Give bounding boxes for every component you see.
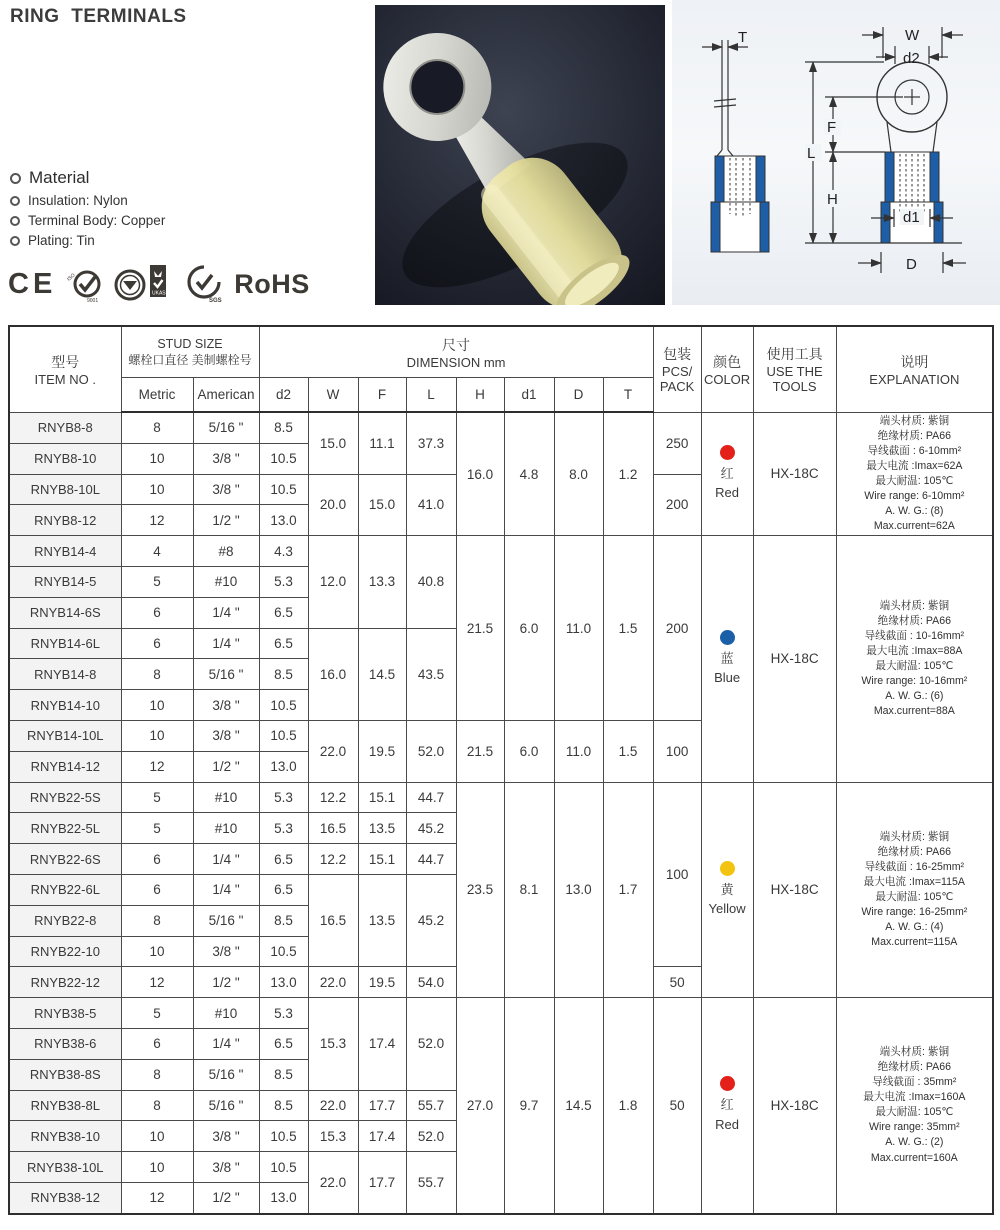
dim-f-cell: 17.7 <box>358 1152 406 1214</box>
stud-metric-cell: 10 <box>121 474 193 505</box>
stud-american-cell: #10 <box>193 782 259 813</box>
dim-d2-cell: 8.5 <box>259 905 308 936</box>
header-d2: d2 <box>259 378 308 413</box>
stud-american-cell: 1/2 " <box>193 967 259 998</box>
header-pack: 包装 PCS/ PACK <box>653 326 701 412</box>
item-no-cell: RNYB38-12 <box>9 1182 121 1213</box>
dimension-diagram-art <box>672 0 1000 305</box>
dim-l-cell: 54.0 <box>406 967 456 998</box>
dim-w-cell: 15.3 <box>308 998 358 1090</box>
stud-american-cell: 1/4 " <box>193 597 259 628</box>
dim-d2-cell: 5.3 <box>259 782 308 813</box>
table-row <box>9 412 993 443</box>
dim-d1-cell: 6.0 <box>504 720 554 782</box>
ce-mark-icon: CE <box>8 267 57 300</box>
stud-metric-cell: 12 <box>121 1182 193 1213</box>
dim-d2-cell: 4.3 <box>259 536 308 567</box>
stud-american-cell: 1/4 " <box>193 1028 259 1059</box>
stud-metric-cell: 5 <box>121 813 193 844</box>
dim-d2-cell: 8.5 <box>259 659 308 690</box>
dim-d2-cell: 13.0 <box>259 505 308 536</box>
dim-d2-cell: 6.5 <box>259 844 308 875</box>
stud-metric-cell: 10 <box>121 936 193 967</box>
header-american: American <box>193 378 259 413</box>
stud-american-cell: 5/16 " <box>193 659 259 690</box>
dim-d2-cell: 10.5 <box>259 443 308 474</box>
header-color: 颜色 COLOR <box>701 326 753 412</box>
dim-f-cell: 17.7 <box>358 1090 406 1121</box>
dim-d-cell: 11.0 <box>554 720 603 782</box>
sgs-badge-icon <box>183 263 225 305</box>
svg-text:SGS: SGS <box>209 298 222 304</box>
pack-qty-cell: 100 <box>653 782 701 967</box>
stud-american-cell: 3/8 " <box>193 1121 259 1152</box>
item-no-cell: RNYB22-6S <box>9 844 121 875</box>
dim-w-cell: 12.2 <box>308 844 358 875</box>
dim-l-cell: 43.5 <box>406 628 456 720</box>
dim-d2-cell: 6.5 <box>259 628 308 659</box>
item-no-cell: RNYB22-8 <box>9 905 121 936</box>
item-no-cell: RNYB38-5 <box>9 998 121 1029</box>
explanation-cell: 端头材质: 紫铜 绝缘材质: PA66 导线截面 : 35mm² 最大电流 :Imax=160A 最大耐温: 105℃ Wire range: 35mm² A. W. G.: (2) Max.current=160A <box>836 998 993 1214</box>
header-metric: Metric <box>121 378 193 413</box>
item-no-cell: RNYB22-12 <box>9 967 121 998</box>
dim-w-cell: 16.5 <box>308 874 358 966</box>
dim-d2-cell: 10.5 <box>259 1121 308 1152</box>
dim-d-cell: 13.0 <box>554 782 603 998</box>
dim-h-cell: 21.5 <box>456 536 504 721</box>
dim-d-cell: 11.0 <box>554 536 603 721</box>
explanation-cell: 端头材质: 紫铜 绝缘材质: PA66 导线截面 : 16-25mm² 最大电流 :Imax=115A 最大耐温: 105℃ Wire range: 16-25mm² A. W. G.: (4) Max.current=115A <box>836 782 993 998</box>
item-no-cell: RNYB8-12 <box>9 505 121 536</box>
dim-l-cell: 55.7 <box>406 1090 456 1121</box>
header-l: L <box>406 378 456 413</box>
material-item-line <box>10 213 165 228</box>
stud-american-cell: 1/2 " <box>193 751 259 782</box>
stud-american-cell: 5/16 " <box>193 905 259 936</box>
dim-d1-cell: 9.7 <box>504 998 554 1214</box>
tool-cell: HX-18C <box>753 782 836 998</box>
stud-metric-cell: 6 <box>121 1028 193 1059</box>
dim-d2-cell: 5.3 <box>259 566 308 597</box>
header-f: F <box>358 378 406 413</box>
material-item-line <box>10 233 165 248</box>
header-tools: 使用工具 USE THE TOOLS <box>753 326 836 412</box>
pack-qty-cell: 200 <box>653 536 701 721</box>
dim-d2-cell: 10.5 <box>259 1152 308 1183</box>
dim-d-cell: 8.0 <box>554 412 603 536</box>
dim-label-f: F <box>827 119 837 136</box>
item-no-cell: RNYB14-10 <box>9 690 121 721</box>
stud-american-cell: 1/4 " <box>193 844 259 875</box>
color-dot-icon <box>720 861 735 876</box>
dim-f-cell: 13.5 <box>358 874 406 966</box>
dim-f-cell: 19.5 <box>358 720 406 782</box>
pack-qty-cell: 50 <box>653 967 701 998</box>
dim-d2-cell: 13.0 <box>259 1182 308 1213</box>
tool-cell: HX-18C <box>753 998 836 1214</box>
stud-metric-cell: 8 <box>121 1059 193 1090</box>
stud-american-cell: #10 <box>193 566 259 597</box>
material-item: Terminal Body: Copper <box>28 213 166 228</box>
dim-w-cell: 22.0 <box>308 967 358 998</box>
header-item-no: 型号 ITEM NO . <box>9 326 121 412</box>
header-w: W <box>308 378 358 413</box>
item-no-cell: RNYB8-8 <box>9 412 121 443</box>
tool-cell: HX-18C <box>753 536 836 782</box>
color-cell: 红 Red <box>701 412 753 536</box>
item-no-cell: RNYB14-8 <box>9 659 121 690</box>
spec-table-section <box>8 325 992 1215</box>
dim-label-w: W <box>905 27 920 44</box>
explanation-cell: 端头材质: 紫铜 绝缘材质: PA66 导线截面 : 6-10mm² 最大电流 :Imax=62A 最大耐温: 105℃ Wire range: 6-10mm² A. W. G.: (8) Max.current=62A <box>836 412 993 536</box>
header-h: H <box>456 378 504 413</box>
dim-d2-cell: 13.0 <box>259 751 308 782</box>
item-no-cell: RNYB22-5S <box>9 782 121 813</box>
dim-d1-cell: 6.0 <box>504 536 554 721</box>
item-no-cell: RNYB22-10 <box>9 936 121 967</box>
stud-american-cell: 3/8 " <box>193 936 259 967</box>
header-dimension: 尺寸 DIMENSION mm <box>259 326 653 378</box>
dim-w-cell: 20.0 <box>308 474 358 536</box>
stud-metric-cell: 8 <box>121 659 193 690</box>
dim-w-cell: 22.0 <box>308 1152 358 1214</box>
dim-t-cell: 1.5 <box>603 536 653 721</box>
dim-f-cell: 15.0 <box>358 474 406 536</box>
table-row <box>9 998 993 1029</box>
item-no-cell: RNYB38-10L <box>9 1152 121 1183</box>
dim-t-cell: 1.2 <box>603 412 653 536</box>
color-cell: 红 Red <box>701 998 753 1214</box>
dim-h-cell: 23.5 <box>456 782 504 998</box>
dim-l-cell: 52.0 <box>406 1121 456 1152</box>
dim-d2-cell: 8.5 <box>259 1059 308 1090</box>
svg-text:UKAS: UKAS <box>152 290 166 297</box>
item-no-cell: RNYB38-10 <box>9 1121 121 1152</box>
dim-label-h: H <box>827 191 838 208</box>
dim-w-cell: 12.0 <box>308 536 358 628</box>
dim-w-cell: 16.5 <box>308 813 358 844</box>
item-no-cell: RNYB8-10L <box>9 474 121 505</box>
item-no-cell: RNYB38-8L <box>9 1090 121 1121</box>
color-dot-icon <box>720 630 735 645</box>
product-photo <box>375 5 665 305</box>
dim-h-cell: 16.0 <box>456 412 504 536</box>
stud-american-cell: 5/16 " <box>193 412 259 443</box>
item-no-cell: RNYB8-10 <box>9 443 121 474</box>
dim-d2-cell: 5.3 <box>259 813 308 844</box>
dim-label-d: D <box>906 256 917 273</box>
registered-badge-ukas-icon <box>114 263 174 305</box>
material-section <box>10 168 165 253</box>
stud-metric-cell: 8 <box>121 1090 193 1121</box>
pack-qty-cell: 250 <box>653 412 701 474</box>
bullet-icon <box>10 173 21 184</box>
dim-f-cell: 17.4 <box>358 1121 406 1152</box>
stud-american-cell: 1/2 " <box>193 505 259 536</box>
stud-american-cell: 1/2 " <box>193 1182 259 1213</box>
stud-metric-cell: 10 <box>121 690 193 721</box>
stud-american-cell: 5/16 " <box>193 1059 259 1090</box>
color-dot-icon <box>720 445 735 460</box>
page-title: RING TERMINALS <box>10 6 187 27</box>
dim-d1-cell: 4.8 <box>504 412 554 536</box>
header-d: D <box>554 378 603 413</box>
pack-qty-cell: 200 <box>653 474 701 536</box>
dim-l-cell: 41.0 <box>406 474 456 536</box>
item-no-cell: RNYB14-12 <box>9 751 121 782</box>
dim-t-cell: 1.8 <box>603 998 653 1214</box>
dim-w-cell: 16.0 <box>308 628 358 720</box>
dim-l-cell: 45.2 <box>406 813 456 844</box>
item-no-cell: RNYB38-8S <box>9 1059 121 1090</box>
dim-d2-cell: 5.3 <box>259 998 308 1029</box>
pack-qty-cell: 50 <box>653 998 701 1214</box>
dim-d2-cell: 6.5 <box>259 874 308 905</box>
material-item: Plating: Tin <box>28 233 95 248</box>
svg-text:9001: 9001 <box>87 298 99 304</box>
stud-metric-cell: 6 <box>121 597 193 628</box>
dim-h-cell: 21.5 <box>456 720 504 782</box>
dim-label-l: L <box>807 145 816 162</box>
svg-text:ISO: ISO <box>66 272 77 283</box>
dim-w-cell: 15.3 <box>308 1121 358 1152</box>
bullet-icon <box>10 216 20 226</box>
dim-f-cell: 15.1 <box>358 844 406 875</box>
dim-l-cell: 44.7 <box>406 844 456 875</box>
stud-metric-cell: 12 <box>121 967 193 998</box>
stud-american-cell: 1/4 " <box>193 628 259 659</box>
item-no-cell: RNYB38-6 <box>9 1028 121 1059</box>
dim-d2-cell: 10.5 <box>259 474 308 505</box>
dim-l-cell: 52.0 <box>406 720 456 782</box>
dim-l-cell: 37.3 <box>406 412 456 474</box>
stud-metric-cell: 6 <box>121 874 193 905</box>
dim-label-t: T <box>738 29 748 46</box>
item-no-cell: RNYB14-10L <box>9 720 121 751</box>
table-row <box>9 782 993 813</box>
dim-d1-cell: 8.1 <box>504 782 554 998</box>
certification-logos <box>8 263 310 305</box>
header-stud-size: STUD SIZE 螺栓口直径 美制螺栓号 <box>121 326 259 378</box>
item-no-cell: RNYB14-4 <box>9 536 121 567</box>
table-row <box>9 536 993 567</box>
item-no-cell: RNYB22-5L <box>9 813 121 844</box>
dim-label-d2: d2 <box>903 50 920 67</box>
item-no-cell: RNYB22-6L <box>9 874 121 905</box>
dim-d2-cell: 8.5 <box>259 1090 308 1121</box>
dim-l-cell: 44.7 <box>406 782 456 813</box>
dim-d2-cell: 13.0 <box>259 967 308 998</box>
spec-table-header <box>9 326 993 412</box>
dim-d2-cell: 8.5 <box>259 412 308 443</box>
stud-american-cell: 3/8 " <box>193 690 259 721</box>
dim-l-cell: 55.7 <box>406 1152 456 1214</box>
ring-terminal-photo-art <box>375 5 665 305</box>
material-item: Insulation: Nylon <box>28 193 128 208</box>
dim-w-cell: 12.2 <box>308 782 358 813</box>
stud-metric-cell: 10 <box>121 1121 193 1152</box>
dim-l-cell: 40.8 <box>406 536 456 628</box>
stud-american-cell: #10 <box>193 998 259 1029</box>
stud-american-cell: 3/8 " <box>193 474 259 505</box>
dim-w-cell: 22.0 <box>308 720 358 782</box>
item-no-cell: RNYB14-5 <box>9 566 121 597</box>
dim-f-cell: 17.4 <box>358 998 406 1090</box>
tool-cell: HX-18C <box>753 412 836 536</box>
dim-f-cell: 13.3 <box>358 536 406 628</box>
item-no-cell: RNYB14-6L <box>9 628 121 659</box>
stud-metric-cell: 12 <box>121 751 193 782</box>
material-heading: Material <box>29 168 90 187</box>
dim-f-cell: 13.5 <box>358 813 406 844</box>
dim-label-d1: d1 <box>903 209 920 226</box>
quality-badge-icon <box>65 264 105 304</box>
color-cell: 蓝 Blue <box>701 536 753 782</box>
bullet-icon <box>10 196 20 206</box>
stud-american-cell: 3/8 " <box>193 443 259 474</box>
dim-l-cell: 45.2 <box>406 874 456 966</box>
header-explanation: 说明 EXPLANATION <box>836 326 993 412</box>
stud-metric-cell: 5 <box>121 782 193 813</box>
stud-american-cell: #8 <box>193 536 259 567</box>
stud-metric-cell: 4 <box>121 536 193 567</box>
dim-w-cell: 15.0 <box>308 412 358 474</box>
stud-metric-cell: 6 <box>121 844 193 875</box>
dim-f-cell: 11.1 <box>358 412 406 474</box>
dim-d2-cell: 10.5 <box>259 720 308 751</box>
pack-qty-cell: 100 <box>653 720 701 782</box>
dim-f-cell: 14.5 <box>358 628 406 720</box>
stud-metric-cell: 10 <box>121 1152 193 1183</box>
stud-american-cell: 5/16 " <box>193 1090 259 1121</box>
dim-h-cell: 27.0 <box>456 998 504 1214</box>
dim-t-cell: 1.5 <box>603 720 653 782</box>
dim-l-cell: 52.0 <box>406 998 456 1090</box>
bullet-icon <box>10 236 20 246</box>
stud-metric-cell: 10 <box>121 443 193 474</box>
dim-d2-cell: 10.5 <box>259 690 308 721</box>
material-heading-line <box>10 168 165 188</box>
spec-table <box>8 325 994 1215</box>
dim-d-cell: 14.5 <box>554 998 603 1214</box>
dim-d2-cell: 10.5 <box>259 936 308 967</box>
explanation-cell: 端头材质: 紫铜 绝缘材质: PA66 导线截面 : 10-16mm² 最大电流 :Imax=88A 最大耐温: 105℃ Wire range: 10-16mm² A. W. G.: (6) Max.current=88A <box>836 536 993 782</box>
rohs-label: RoHS <box>234 268 310 299</box>
header-d1: d1 <box>504 378 554 413</box>
dim-d2-cell: 6.5 <box>259 1028 308 1059</box>
material-item-line <box>10 193 165 208</box>
stud-american-cell: 1/4 " <box>193 874 259 905</box>
stud-american-cell: 3/8 " <box>193 1152 259 1183</box>
stud-metric-cell: 8 <box>121 905 193 936</box>
stud-american-cell: 3/8 " <box>193 720 259 751</box>
stud-metric-cell: 12 <box>121 505 193 536</box>
dim-t-cell: 1.7 <box>603 782 653 998</box>
item-no-cell: RNYB14-6S <box>9 597 121 628</box>
header-t: T <box>603 378 653 413</box>
stud-metric-cell: 6 <box>121 628 193 659</box>
dim-w-cell: 22.0 <box>308 1090 358 1121</box>
stud-metric-cell: 8 <box>121 412 193 443</box>
color-cell: 黄 Yellow <box>701 782 753 998</box>
color-dot-icon <box>720 1076 735 1091</box>
spec-table-body <box>9 412 993 1214</box>
stud-metric-cell: 5 <box>121 566 193 597</box>
stud-metric-cell: 5 <box>121 998 193 1029</box>
stud-metric-cell: 10 <box>121 720 193 751</box>
dimension-diagram <box>672 0 1000 305</box>
dim-f-cell: 19.5 <box>358 967 406 998</box>
dim-f-cell: 15.1 <box>358 782 406 813</box>
dim-d2-cell: 6.5 <box>259 597 308 628</box>
stud-american-cell: #10 <box>193 813 259 844</box>
